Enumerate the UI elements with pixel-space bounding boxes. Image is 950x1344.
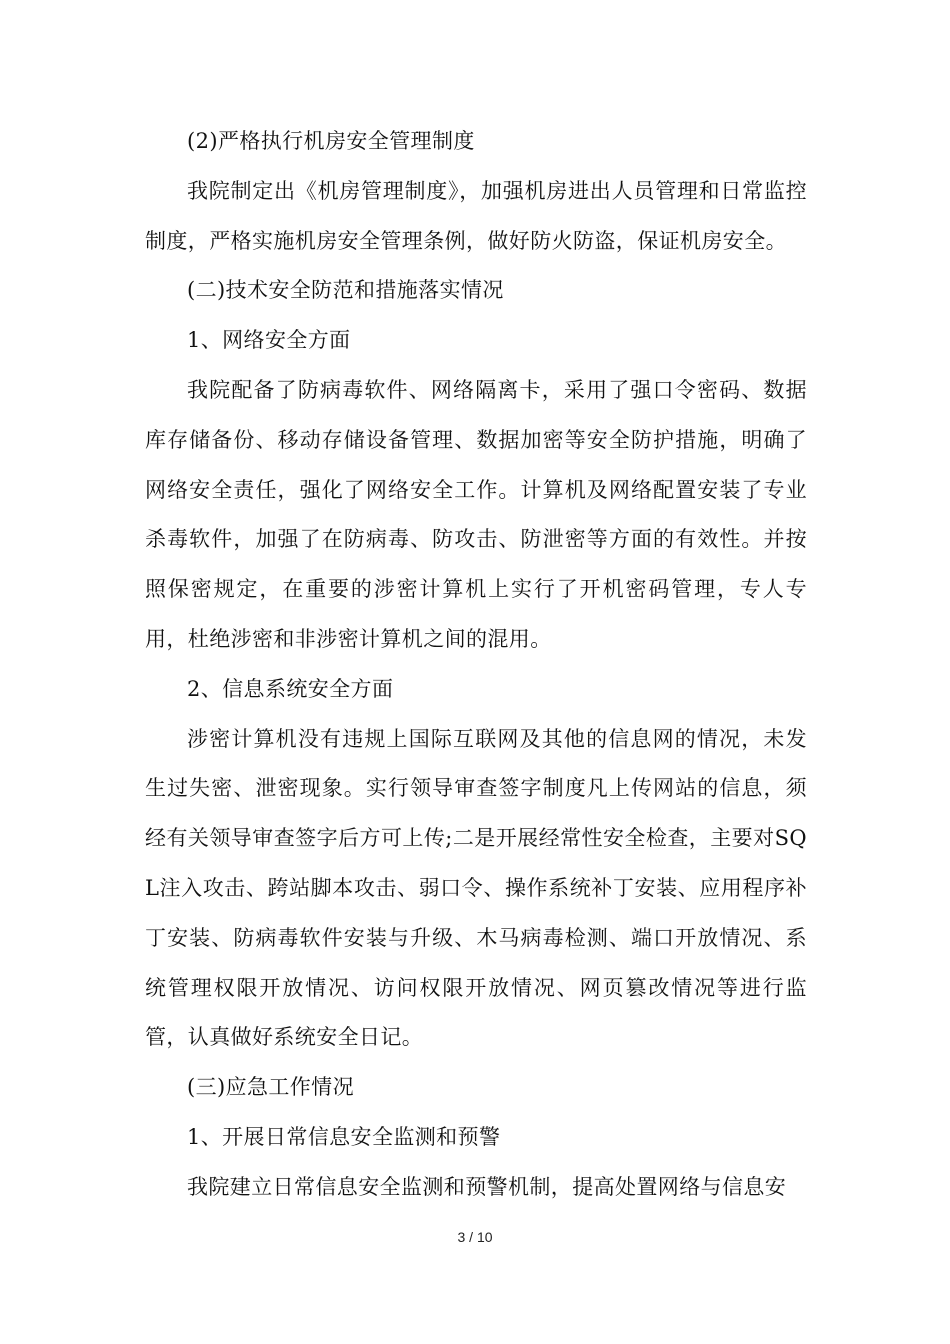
paragraph-network-security-body: 我院配备了防病毒软件、网络隔离卡，采用了强口令密码、数据库存储备份、移动存储设备管理、数据加密等安全防护措施，明确了网络安全责任，强化了网络安全工作。计算机及网络配置安装了专业杀毒软件，加强了在防病毒、防攻击、防泄密等方面的有效性。并按照保密规定，在重要的涉密计算机上实行了开机密码管理，专人专用，杜绝涉密和非涉密计算机之间的混用。	[145, 377, 807, 651]
paragraph-info-system-body: 涉密计算机没有违规上国际互联网及其他的信息网的情况，未发生过失密、泄密现象。实行领导审查签字制度凡上传网站的信息，须经有关领导审查签字后方可上传;二是开展经常性安全检查，主要对SQL注入攻击、跨站脚本攻击、弱口令、操作系统补丁安装、应用程序补丁安装、防病毒软件安装与升级、木马病毒检测、端口开放情况、系统管理权限开放情况、访问权限开放情况、网页篡改情况等进行监管，认真做好系统安全日记。	[145, 726, 807, 1050]
paragraph-machine-room-heading: (2)严格执行机房安全管理制度	[187, 129, 475, 153]
paragraph-emergency-heading: (三)应急工作情况	[187, 1075, 354, 1100]
paragraph-monitoring-heading: 1、开展日常信息安全监测和预警	[187, 1124, 501, 1149]
page-number: 3 / 10	[457, 1229, 493, 1245]
document-body	[145, 117, 807, 1213]
paragraph-info-system-heading: 2、信息系统安全方面	[187, 676, 394, 701]
paragraph-monitoring-body: 我院建立日常信息安全监测和预警机制，提高处置网络与信息安	[187, 1174, 787, 1199]
paragraph-technical-security-heading: (二)技术安全防范和措施落实情况	[187, 278, 504, 303]
paragraph-machine-room-rules: 我院制定出《机房管理制度》，加强机房进出人员管理和日常监控制度，严格实施机房安全管理条例，做好防火防盗，保证机房安全。	[145, 178, 807, 253]
paragraph-network-security-heading: 1、网络安全方面	[187, 328, 351, 353]
